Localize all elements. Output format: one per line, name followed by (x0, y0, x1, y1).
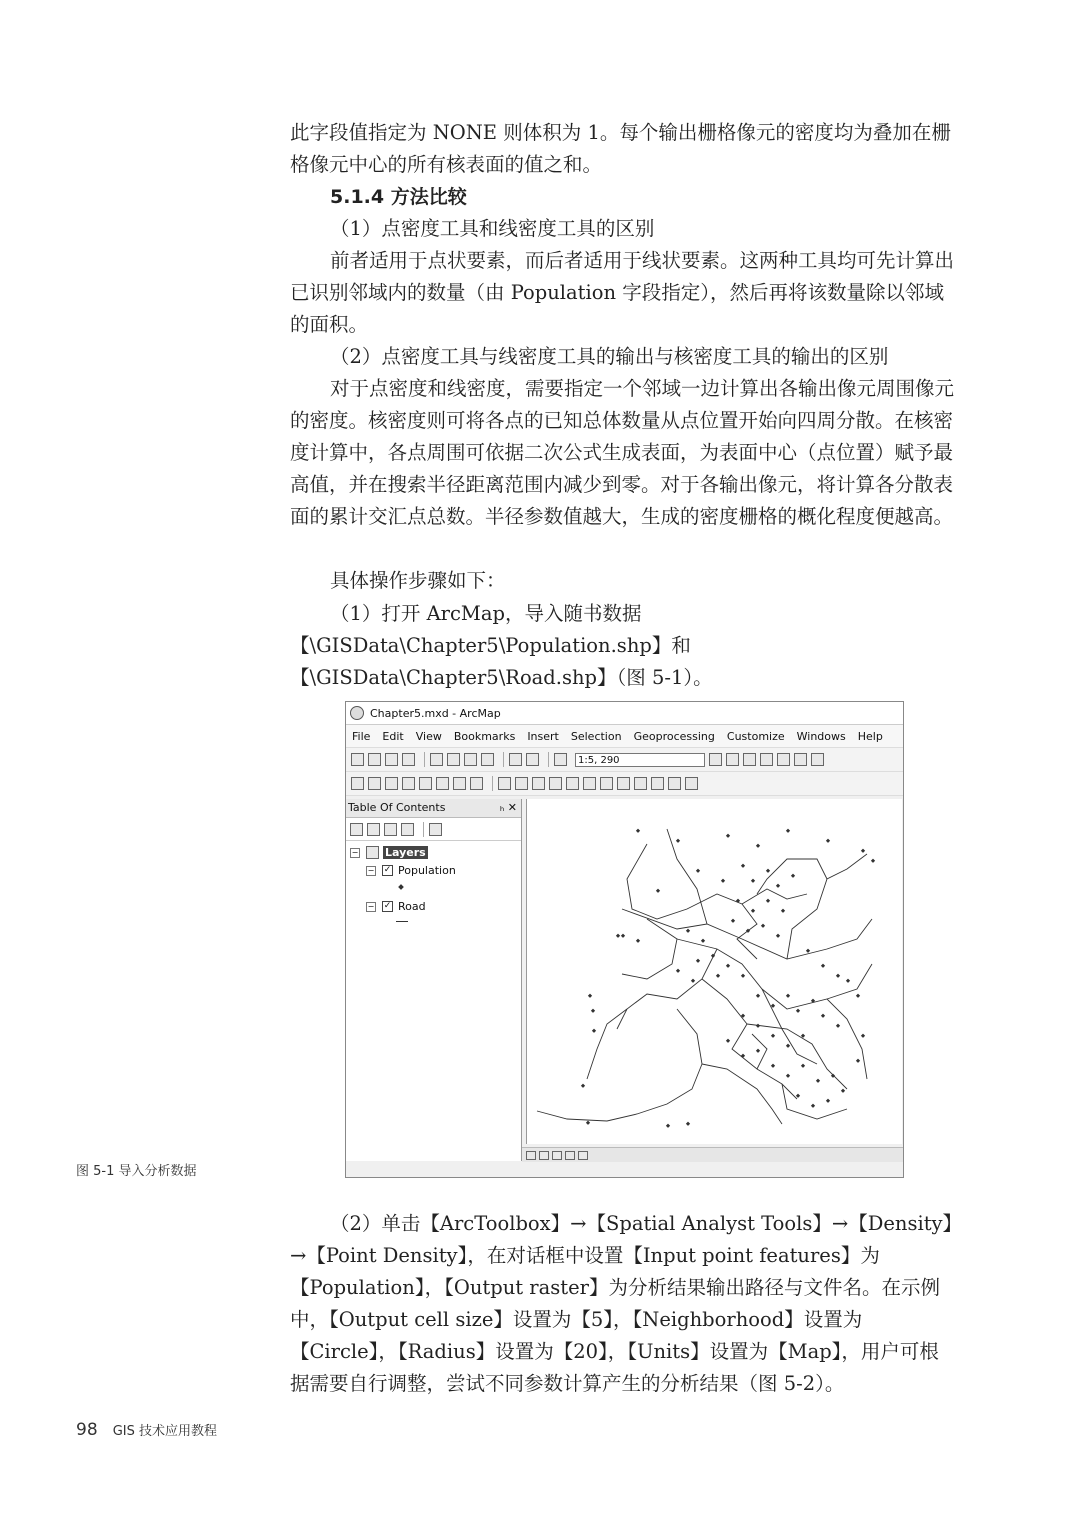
list-by-drawing-order-icon[interactable] (350, 823, 363, 836)
point-symbol-icon (398, 884, 404, 890)
tools-toolbar (346, 772, 903, 796)
toc-layer-population[interactable] (366, 864, 456, 877)
layer-visibility-checkbox[interactable]: ✓ (383, 865, 392, 875)
map-canvas (527, 799, 902, 1144)
arcmap-window (345, 701, 904, 1178)
toolbar-separator (492, 776, 493, 791)
toolbar-separator (548, 752, 549, 767)
save-icon[interactable] (385, 753, 398, 766)
viewer-icon[interactable] (685, 777, 698, 790)
html-popup-icon[interactable] (583, 777, 596, 790)
menu-geoprocessing[interactable]: Geoprocessing (633, 729, 715, 743)
catalog-icon[interactable] (743, 753, 756, 766)
table-icon[interactable] (726, 753, 739, 766)
pause-icon[interactable] (565, 1151, 575, 1160)
toolbar-separator (423, 822, 424, 837)
toolbox-icon[interactable] (777, 753, 790, 766)
paragraph-5: 对于点密度和线密度，需要指定一个邻域一边计算出各输出像元周围像元的密度。核密度则可将各点的已知总体数量从点位置开始向四周分散。在核密度计算中，各点周围可依据二次公式生成表面，为表面中心（点位置）赋予最高值，并在搜索半径距离范围内减少到零。对于各输出像元，将计算各分散表面的累计交汇点总数。半径参数值越大，生成的密度栅格的概化程度便越高。 (290, 377, 955, 528)
identify-icon[interactable] (549, 777, 562, 790)
select-features-icon[interactable] (498, 777, 511, 790)
data-view-icon[interactable] (526, 1151, 536, 1160)
select-elements-icon[interactable] (532, 777, 545, 790)
list-by-visibility-icon[interactable] (384, 823, 397, 836)
arcmap-app-icon (350, 706, 364, 720)
toc-toolbar (346, 818, 521, 841)
line-symbol-icon (396, 921, 408, 922)
menu-windows[interactable]: Windows (796, 729, 846, 743)
collapse-icon[interactable]: − (367, 865, 375, 875)
paste-icon[interactable] (464, 753, 477, 766)
figure-caption: 图 5-1 导入分析数据 (76, 1164, 197, 1179)
paragraph-2: （1）点密度工具和线密度工具的区别 (330, 217, 655, 240)
menu-bookmarks[interactable]: Bookmarks (453, 729, 516, 743)
refresh-icon[interactable] (552, 1151, 562, 1160)
menu-customize[interactable]: Customize (726, 729, 785, 743)
table-of-contents (346, 799, 522, 1161)
paragraph-1: 此字段值指定为 NONE 则体积为 1。每个输出栅格像元的密度均为叠加在栅格像元中心的所有核表面的值之和。 (290, 121, 951, 176)
back-icon[interactable] (453, 777, 466, 790)
list-by-source-icon[interactable] (367, 823, 380, 836)
search-icon[interactable] (760, 753, 773, 766)
zoom-out-icon[interactable] (368, 777, 381, 790)
full-extent-icon[interactable] (402, 777, 415, 790)
layer-visibility-checkbox[interactable]: ✓ (383, 901, 392, 911)
map-status-bar (522, 1147, 904, 1162)
window-title: Chapter5.mxd - ArcMap (370, 706, 501, 720)
toc-options-icon[interactable] (429, 823, 442, 836)
pan-icon[interactable] (385, 777, 398, 790)
page-number: 98 (76, 1420, 98, 1440)
menu-bar (346, 725, 903, 748)
forward-icon[interactable] (470, 777, 483, 790)
scroll-left-icon[interactable] (578, 1151, 588, 1160)
population-points (581, 829, 875, 1128)
goto-xy-icon[interactable] (651, 777, 664, 790)
map-scale-input[interactable]: 1:5, 290 (575, 753, 705, 767)
layer-name-road: Road (398, 900, 426, 913)
list-by-selection-icon[interactable] (401, 823, 414, 836)
paragraph-3: 前者适用于点状要素，而后者适用于线状要素。这两种工具均可先计算出已识别邻域内的数量（由 Population 字段指定），然后再将该数量除以邻域的面积。 (290, 249, 955, 336)
menu-help[interactable]: Help (857, 729, 883, 743)
measure-icon[interactable] (600, 777, 613, 790)
layout-view-icon[interactable] (539, 1151, 549, 1160)
fixed-zoom-in-icon[interactable] (419, 777, 432, 790)
hyperlink-icon[interactable] (566, 777, 579, 790)
clear-selection-icon[interactable] (515, 777, 528, 790)
find-icon[interactable] (617, 777, 630, 790)
toc-header (346, 799, 521, 818)
new-icon[interactable] (351, 753, 364, 766)
copy-icon[interactable] (447, 753, 460, 766)
time-slider-icon[interactable] (668, 777, 681, 790)
zoom-in-icon[interactable] (351, 777, 364, 790)
delete-icon[interactable] (481, 753, 494, 766)
layer-name-population: Population (398, 864, 456, 877)
paragraph-8: （2）单击【ArcToolbox】→【Spatial Analyst Tools】→【Density】→【Point Density】，在对话框中设置【Input point features】为【Population】，【Output raster】为分析结果输出路径与文件名。在示例中，【Output cell size】设置为【5】，【Neighborhood】设置为【Circle】，【Radius】设置为【20】，【Units】设置为【Map】，用户可根据需要自行调整，尝试不同参数计算产生的分析结果（图 5-2）。 (290, 1212, 953, 1395)
menu-edit[interactable]: Edit (382, 729, 404, 743)
cut-icon[interactable] (430, 753, 443, 766)
find-route-icon[interactable] (634, 777, 647, 790)
menu-file[interactable]: File (352, 729, 371, 743)
toc-layers-row[interactable] (350, 846, 428, 859)
toc-title: Table Of Contents (348, 801, 446, 814)
fixed-zoom-out-icon[interactable] (436, 777, 449, 790)
layers-icon (366, 846, 379, 859)
model-builder-icon[interactable] (811, 753, 824, 766)
python-icon[interactable] (794, 753, 807, 766)
road-lines (537, 829, 872, 1124)
toc-layer-road[interactable] (366, 900, 426, 913)
section-heading: 5.1.4 方法比较 (330, 186, 467, 208)
collapse-icon[interactable]: − (351, 847, 359, 857)
standard-toolbar (346, 748, 903, 772)
editor-icon[interactable] (709, 753, 722, 766)
menu-view[interactable]: View (415, 729, 442, 743)
collapse-icon[interactable]: − (367, 901, 375, 911)
toolbar-separator (503, 752, 504, 767)
paragraph-6: 具体操作步骤如下： (330, 569, 506, 592)
undo-icon[interactable] (509, 753, 522, 766)
print-icon[interactable] (402, 753, 415, 766)
book-title: GIS 技术应用教程 (112, 1424, 218, 1439)
open-icon[interactable] (368, 753, 381, 766)
paragraph-4: （2）点密度工具与线密度工具的输出与核密度工具的输出的区别 (330, 345, 889, 368)
toc-pin-close-icon[interactable]: ₕ ✕ (499, 801, 517, 814)
paragraph-7: （1）打开 ArcMap，导入随书数据【\GISData\Chapter5\Population.shp】和【\GISData\Chapter5\Road.shp】（图 5-1）。 (290, 602, 713, 689)
add-data-icon[interactable] (554, 753, 567, 766)
toolbar-separator (424, 752, 425, 767)
page-footer (76, 1420, 217, 1440)
window-titlebar (346, 702, 903, 725)
menu-selection[interactable]: Selection (570, 729, 622, 743)
redo-icon[interactable] (526, 753, 539, 766)
menu-insert[interactable]: Insert (527, 729, 559, 743)
map-view[interactable] (526, 799, 902, 1144)
layers-label: Layers (385, 846, 426, 859)
